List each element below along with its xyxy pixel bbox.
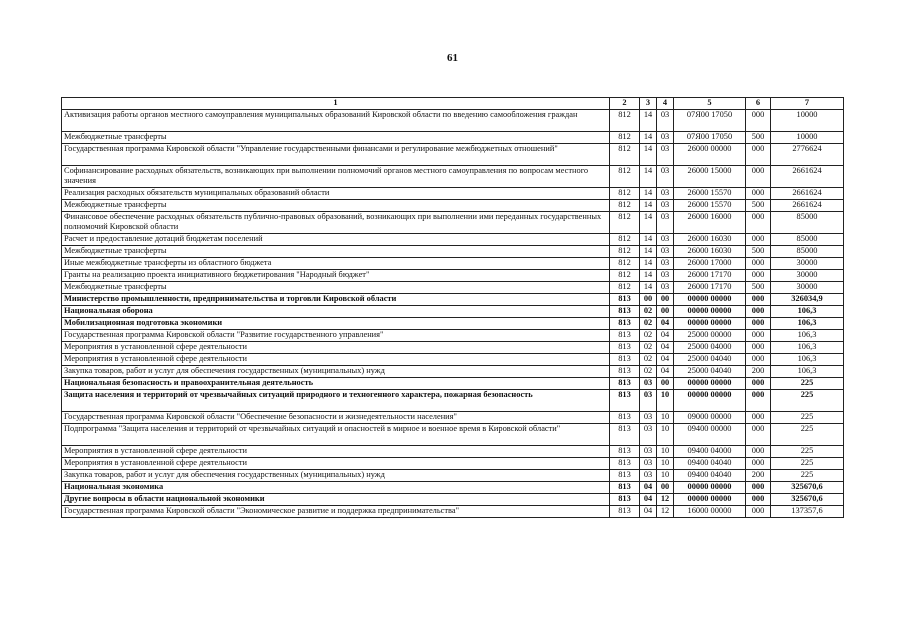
table-row: [62, 412, 844, 424]
expense-type-cell: 200: [746, 366, 771, 378]
subsection-code-cell: 03: [657, 270, 674, 282]
expense-type-cell: 000: [746, 110, 771, 132]
page-number: 61: [447, 52, 458, 64]
amount-cell: 85000: [771, 246, 844, 258]
amount-cell: 137357,6: [771, 506, 844, 518]
subsection-code-cell: 00: [657, 378, 674, 390]
amount-cell: 30000: [771, 282, 844, 294]
section-code-cell: 04: [640, 506, 657, 518]
subsection-code-cell: 03: [657, 188, 674, 200]
table-row: [62, 246, 844, 258]
section-code-cell: 14: [640, 132, 657, 144]
table-row: [62, 446, 844, 458]
subsection-code-cell: 10: [657, 412, 674, 424]
expense-type-cell: 000: [746, 188, 771, 200]
expense-type-cell: 000: [746, 424, 771, 446]
subsection-code-cell: 04: [657, 342, 674, 354]
target-article-cell: 26000 16030: [674, 234, 746, 246]
amount-cell: 106,3: [771, 318, 844, 330]
subsection-code-cell: 04: [657, 354, 674, 366]
target-article-cell: 09400 04040: [674, 470, 746, 482]
expense-type-cell: 000: [746, 234, 771, 246]
expense-name-cell: Закупка товаров, работ и услуг для обеспечения государственных (муниципальных) нужд: [62, 470, 610, 482]
subsection-code-cell: 12: [657, 494, 674, 506]
amount-cell: 325670,6: [771, 482, 844, 494]
ministry-code-cell: 812: [610, 166, 640, 188]
expense-type-cell: 500: [746, 282, 771, 294]
target-article-cell: 16000 00000: [674, 506, 746, 518]
table-row: [62, 258, 844, 270]
expense-type-cell: 000: [746, 412, 771, 424]
subsection-code-cell: 00: [657, 294, 674, 306]
section-code-cell: 02: [640, 342, 657, 354]
target-article-cell: 25000 04000: [674, 342, 746, 354]
table-row: [62, 200, 844, 212]
expense-name-cell: Гранты на реализацию проекта инициативного бюджетирования "Народный бюджет": [62, 270, 610, 282]
expense-type-cell: 000: [746, 482, 771, 494]
ministry-code-cell: 812: [610, 110, 640, 132]
subsection-code-cell: 00: [657, 306, 674, 318]
section-code-cell: 14: [640, 166, 657, 188]
subsection-code-cell: 03: [657, 258, 674, 270]
expense-name-cell: Межбюджетные трансферты: [62, 200, 610, 212]
expense-type-cell: 000: [746, 446, 771, 458]
expense-name-cell: Национальная безопасность и правоохранительная деятельность: [62, 378, 610, 390]
table-row: [62, 282, 844, 294]
section-code-cell: 03: [640, 390, 657, 412]
table-row: [62, 366, 844, 378]
ministry-code-cell: 813: [610, 446, 640, 458]
table-row: [62, 318, 844, 330]
table-row: [62, 390, 844, 412]
section-code-cell: 14: [640, 212, 657, 234]
subsection-code-cell: 03: [657, 166, 674, 188]
subsection-code-cell: 10: [657, 458, 674, 470]
table-row: [62, 354, 844, 366]
subsection-code-cell: 04: [657, 330, 674, 342]
subsection-code-cell: 12: [657, 506, 674, 518]
subsection-code-cell: 00: [657, 482, 674, 494]
amount-cell: 106,3: [771, 330, 844, 342]
table-row: [62, 166, 844, 188]
subsection-code-cell: 03: [657, 110, 674, 132]
target-article-cell: 09000 00000: [674, 412, 746, 424]
target-article-cell: 26000 16000: [674, 212, 746, 234]
expense-type-cell: 000: [746, 378, 771, 390]
target-article-cell: 00000 00000: [674, 482, 746, 494]
subsection-code-cell: 03: [657, 212, 674, 234]
expense-name-cell: Мероприятия в установленной сфере деятельности: [62, 446, 610, 458]
expense-name-cell: Государственная программа Кировской области "Управление государственными финансами и регулирование межбюджетных отношений": [62, 144, 610, 166]
target-article-cell: 09400 04000: [674, 446, 746, 458]
section-code-cell: 03: [640, 446, 657, 458]
amount-cell: 225: [771, 470, 844, 482]
table-row: [62, 424, 844, 446]
amount-cell: 326034,9: [771, 294, 844, 306]
expense-type-cell: 000: [746, 458, 771, 470]
subsection-code-cell: 10: [657, 390, 674, 412]
expense-name-cell: Государственная программа Кировской области "Обеспечение безопасности и жизнедеятельности населения": [62, 412, 610, 424]
amount-cell: 106,3: [771, 354, 844, 366]
expense-type-cell: 000: [746, 166, 771, 188]
section-code-cell: 04: [640, 494, 657, 506]
ministry-code-cell: 813: [610, 470, 640, 482]
expense-type-cell: 000: [746, 212, 771, 234]
ministry-code-cell: 812: [610, 200, 640, 212]
amount-cell: 225: [771, 378, 844, 390]
target-article-cell: 26000 16030: [674, 246, 746, 258]
ministry-code-cell: 812: [610, 144, 640, 166]
table-row: [62, 270, 844, 282]
expense-name-cell: Реализация расходных обязательств муниципальных образований области: [62, 188, 610, 200]
subsection-code-cell: 03: [657, 144, 674, 166]
ministry-code-cell: 812: [610, 234, 640, 246]
ministry-code-cell: 812: [610, 270, 640, 282]
subsection-code-cell: 04: [657, 366, 674, 378]
header-cell: 2: [610, 98, 640, 110]
amount-cell: 2661624: [771, 166, 844, 188]
amount-cell: 225: [771, 390, 844, 412]
amount-cell: 225: [771, 424, 844, 446]
budget-table: [61, 97, 844, 518]
ministry-code-cell: 813: [610, 494, 640, 506]
table-row: [62, 212, 844, 234]
expense-type-cell: 000: [746, 270, 771, 282]
header-cell: 6: [746, 98, 771, 110]
amount-cell: 10000: [771, 132, 844, 144]
subsection-code-cell: 03: [657, 200, 674, 212]
section-code-cell: 14: [640, 188, 657, 200]
expense-type-cell: 500: [746, 132, 771, 144]
expense-name-cell: Государственная программа Кировской области "Экономическое развитие и поддержка предпринимательства": [62, 506, 610, 518]
target-article-cell: 26000 17170: [674, 282, 746, 294]
target-article-cell: 26000 15000: [674, 166, 746, 188]
expense-name-cell: Межбюджетные трансферты: [62, 132, 610, 144]
section-code-cell: 14: [640, 144, 657, 166]
expense-name-cell: Межбюджетные трансферты: [62, 246, 610, 258]
expense-name-cell: Другие вопросы в области национальной экономики: [62, 494, 610, 506]
section-code-cell: 14: [640, 270, 657, 282]
section-code-cell: 14: [640, 200, 657, 212]
amount-cell: 2776624: [771, 144, 844, 166]
expense-name-cell: Национальная экономика: [62, 482, 610, 494]
ministry-code-cell: 813: [610, 354, 640, 366]
subsection-code-cell: 10: [657, 424, 674, 446]
ministry-code-cell: 812: [610, 258, 640, 270]
target-article-cell: 25000 04040: [674, 366, 746, 378]
target-article-cell: 00000 00000: [674, 294, 746, 306]
ministry-code-cell: 813: [610, 294, 640, 306]
amount-cell: 30000: [771, 270, 844, 282]
amount-cell: 30000: [771, 258, 844, 270]
table-row: [62, 294, 844, 306]
expense-name-cell: Защита населения и территорий от чрезвычайных ситуаций природного и техногенного характера, пожарная безопасность: [62, 390, 610, 412]
target-article-cell: 00000 00000: [674, 318, 746, 330]
ministry-code-cell: 813: [610, 390, 640, 412]
table-body: [62, 98, 844, 518]
target-article-cell: 00000 00000: [674, 378, 746, 390]
table-row: [62, 470, 844, 482]
table-row: [62, 110, 844, 132]
header-cell: 3: [640, 98, 657, 110]
target-article-cell: 25000 04040: [674, 354, 746, 366]
target-article-cell: 00000 00000: [674, 306, 746, 318]
amount-cell: 2661624: [771, 200, 844, 212]
subsection-code-cell: 03: [657, 132, 674, 144]
target-article-cell: 26000 15570: [674, 200, 746, 212]
expense-name-cell: Расчет и предоставление дотаций бюджетам поселений: [62, 234, 610, 246]
amount-cell: 106,3: [771, 366, 844, 378]
expense-name-cell: Государственная программа Кировской области "Развитие государственного управления": [62, 330, 610, 342]
section-code-cell: 14: [640, 258, 657, 270]
section-code-cell: 14: [640, 246, 657, 258]
expense-name-cell: Финансовое обеспечение расходных обязательств публично-правовых образований, возникающих при выполнении ими переданных государственных полномочий Кировской области: [62, 212, 610, 234]
ministry-code-cell: 813: [610, 366, 640, 378]
ministry-code-cell: 812: [610, 212, 640, 234]
expense-type-cell: 000: [746, 506, 771, 518]
amount-cell: 106,3: [771, 306, 844, 318]
expense-type-cell: 000: [746, 258, 771, 270]
table-row: [62, 482, 844, 494]
expense-name-cell: Национальная оборона: [62, 306, 610, 318]
expense-name-cell: Софинансирование расходных обязательств, возникающих при выполнении полномочий органов местного самоуправления по вопросам местного значения: [62, 166, 610, 188]
expense-name-cell: Министерство промышленности, предпринимательства и торговли Кировской области: [62, 294, 610, 306]
target-article-cell: 26000 17000: [674, 258, 746, 270]
table-row: [62, 306, 844, 318]
target-article-cell: 09400 00000: [674, 424, 746, 446]
header-cell: 5: [674, 98, 746, 110]
amount-cell: 225: [771, 446, 844, 458]
section-code-cell: 02: [640, 330, 657, 342]
expense-type-cell: 000: [746, 330, 771, 342]
table-row: [62, 144, 844, 166]
expense-type-cell: 500: [746, 246, 771, 258]
amount-cell: 10000: [771, 110, 844, 132]
section-code-cell: 03: [640, 378, 657, 390]
expense-type-cell: 000: [746, 306, 771, 318]
section-code-cell: 03: [640, 412, 657, 424]
amount-cell: 225: [771, 412, 844, 424]
header-cell: 1: [62, 98, 610, 110]
table-row: [62, 378, 844, 390]
table-row: [62, 188, 844, 200]
subsection-code-cell: 03: [657, 282, 674, 294]
expense-type-cell: 000: [746, 354, 771, 366]
target-article-cell: 07Я00 17050: [674, 110, 746, 132]
ministry-code-cell: 813: [610, 412, 640, 424]
section-code-cell: 03: [640, 470, 657, 482]
table-row: [62, 132, 844, 144]
expense-type-cell: 000: [746, 318, 771, 330]
subsection-code-cell: 03: [657, 234, 674, 246]
subsection-code-cell: 03: [657, 246, 674, 258]
expense-name-cell: Межбюджетные трансферты: [62, 282, 610, 294]
ministry-code-cell: 813: [610, 306, 640, 318]
header-cell: 7: [771, 98, 844, 110]
section-code-cell: 14: [640, 110, 657, 132]
expense-name-cell: Активизация работы органов местного самоуправления муниципальных образований Кировской области по введению самообложения граждан: [62, 110, 610, 132]
expense-type-cell: 000: [746, 494, 771, 506]
target-article-cell: 26000 17170: [674, 270, 746, 282]
section-code-cell: 03: [640, 458, 657, 470]
amount-cell: 85000: [771, 234, 844, 246]
expense-name-cell: Мероприятия в установленной сфере деятельности: [62, 354, 610, 366]
expense-type-cell: 500: [746, 200, 771, 212]
target-article-cell: 00000 00000: [674, 390, 746, 412]
section-code-cell: 02: [640, 354, 657, 366]
section-code-cell: 02: [640, 306, 657, 318]
subsection-code-cell: 10: [657, 470, 674, 482]
amount-cell: 2661624: [771, 188, 844, 200]
section-code-cell: 02: [640, 366, 657, 378]
section-code-cell: 14: [640, 234, 657, 246]
ministry-code-cell: 813: [610, 378, 640, 390]
table-row: [62, 342, 844, 354]
expense-type-cell: 000: [746, 144, 771, 166]
target-article-cell: 25000 00000: [674, 330, 746, 342]
section-code-cell: 03: [640, 424, 657, 446]
expense-type-cell: 000: [746, 342, 771, 354]
expense-type-cell: 000: [746, 390, 771, 412]
target-article-cell: 26000 15570: [674, 188, 746, 200]
table-row: [62, 494, 844, 506]
table-row: [62, 506, 844, 518]
ministry-code-cell: 812: [610, 132, 640, 144]
ministry-code-cell: 812: [610, 188, 640, 200]
expense-name-cell: Иные межбюджетные трансферты из областного бюджета: [62, 258, 610, 270]
ministry-code-cell: 813: [610, 342, 640, 354]
table-header-row: [62, 98, 844, 110]
ministry-code-cell: 812: [610, 246, 640, 258]
expense-name-cell: Мероприятия в установленной сфере деятельности: [62, 342, 610, 354]
section-code-cell: 00: [640, 294, 657, 306]
target-article-cell: 26000 00000: [674, 144, 746, 166]
ministry-code-cell: 813: [610, 424, 640, 446]
subsection-code-cell: 10: [657, 446, 674, 458]
subsection-code-cell: 04: [657, 318, 674, 330]
expense-name-cell: Мероприятия в установленной сфере деятельности: [62, 458, 610, 470]
expense-name-cell: Мобилизационная подготовка экономики: [62, 318, 610, 330]
ministry-code-cell: 813: [610, 330, 640, 342]
table-row: [62, 234, 844, 246]
ministry-code-cell: 813: [610, 482, 640, 494]
target-article-cell: 00000 00000: [674, 494, 746, 506]
table-row: [62, 330, 844, 342]
header-cell: 4: [657, 98, 674, 110]
table-row: [62, 458, 844, 470]
section-code-cell: 02: [640, 318, 657, 330]
target-article-cell: 09400 04040: [674, 458, 746, 470]
section-code-cell: 14: [640, 282, 657, 294]
expense-name-cell: Подпрограмма "Защита населения и территорий от чрезвычайных ситуаций и опасностей в мирное и военное время в Кировской области": [62, 424, 610, 446]
ministry-code-cell: 813: [610, 318, 640, 330]
amount-cell: 325670,6: [771, 494, 844, 506]
amount-cell: 85000: [771, 212, 844, 234]
amount-cell: 106,3: [771, 342, 844, 354]
section-code-cell: 04: [640, 482, 657, 494]
expense-type-cell: 200: [746, 470, 771, 482]
expense-type-cell: 000: [746, 294, 771, 306]
amount-cell: 225: [771, 458, 844, 470]
ministry-code-cell: 812: [610, 282, 640, 294]
expense-name-cell: Закупка товаров, работ и услуг для обеспечения государственных (муниципальных) нужд: [62, 366, 610, 378]
ministry-code-cell: 813: [610, 506, 640, 518]
ministry-code-cell: 813: [610, 458, 640, 470]
target-article-cell: 07Я00 17050: [674, 132, 746, 144]
